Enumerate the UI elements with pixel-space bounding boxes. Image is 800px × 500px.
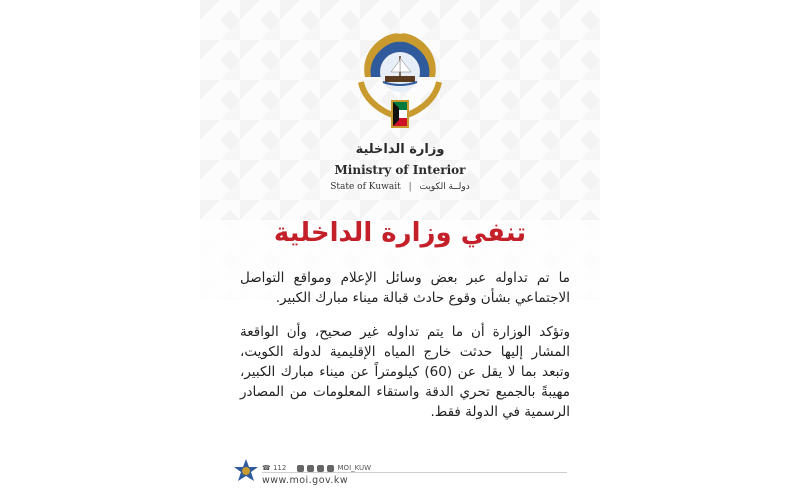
emergency-phone: 112	[272, 464, 287, 472]
footer-divider	[262, 472, 567, 473]
website-link[interactable]: www.moi.gov.kw	[262, 475, 349, 486]
youtube-icon[interactable]	[317, 465, 324, 472]
footer	[232, 458, 572, 494]
announcement-card	[200, 0, 600, 500]
state-name-arabic: دولــة الكويت	[419, 182, 470, 192]
state-separator: |	[408, 182, 412, 192]
kuwait-emblem	[355, 22, 445, 140]
police-badge-icon	[232, 458, 260, 486]
body-paragraph-1: ما تم تداوله عبر بعض وسائل الإعلام ومواقع التواصل الاجتماعي بشأن وقوع حادث قبالة ميناء مبارك الكبير.	[240, 270, 570, 306]
ministry-name-arabic: وزارة الداخلية	[355, 142, 445, 157]
social-handle[interactable]: MOI_KUW	[337, 464, 372, 472]
instagram-icon[interactable]	[297, 465, 304, 472]
headline: تنفي وزارة الداخلية	[273, 218, 527, 248]
state-line	[200, 182, 600, 192]
social-contacts	[262, 464, 371, 472]
phone-icon: ☎	[262, 464, 271, 472]
twitter-icon[interactable]	[307, 465, 314, 472]
body-paragraph-2: وتؤكد الوزارة أن ما يتم تداوله غير صحيح، وأن الواقعة المشار إليها حدثت خارج المياه الإقليمية لدولة الكويت، وتبعد بما لا يقل عن (60) كيلومتراً عن ميناء مبارك الكبير، مهيبةً بالجميع تحري الدقة واستقاء المعلومات من المصادر الرسمية في الدولة فقط.	[240, 324, 570, 420]
ministry-name-english: Ministry of Interior	[334, 163, 466, 177]
state-name-english: State of Kuwait	[330, 182, 401, 192]
snapchat-icon[interactable]	[327, 465, 334, 472]
